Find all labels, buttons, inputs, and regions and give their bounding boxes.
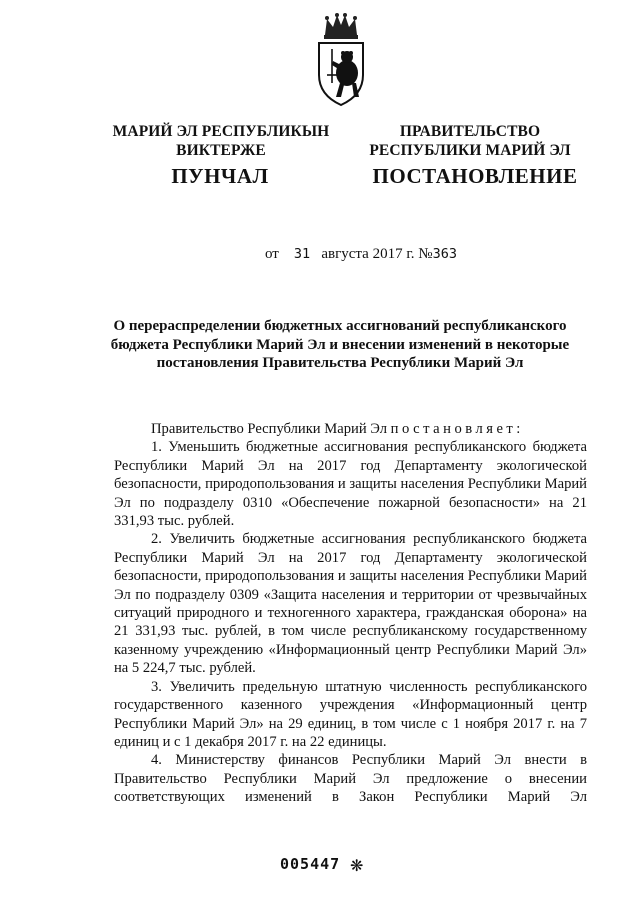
title-line1: О перераспределении бюджетных ассигнований республиканского [113,318,567,334]
dateline-month-year: августа 2017 г. [321,246,415,262]
title-line2: бюджета Республики Марий Эл и внесении изменений в некоторые [110,336,570,353]
coat-of-arms-icon [313,13,369,107]
body-paragraph-1: 1. Уменьшить бюджетные ассигнования республиканского бюджета Республики Марий Эл на 2017 год Департаменту экологической безопасности, природопользования и защиты населения Республики Марий Эл по подразделу 0310 «Обеспечение пожарной безопасности» на 21 331,93 тыс. рублей. [114,439,587,530]
header-left-line2: ВИКТЕРЖЕ [176,142,266,159]
body-paragraph-2: 2. Увеличить бюджетные ассигнования республиканского бюджета Республики Марий Эл на 2017 год Департаменту экологической безопасности, природопользования и защиты населения Республики Марий Эл по подразделу 0309 «Защита населения и территории от чрезвычайных ситуаций природного и техногенного характера, гражданская оборона» на 21 331,93 тыс. рублей, в том числе республиканскому государственному казенному учреждению «Информационный центр Республики Марий Эл» на 5 224,7 тыс. рублей. [114,531,587,677]
doc-type-russian: ПОСТАНОВЛЕНИЕ [372,164,578,188]
dateline-number-sign: № [418,246,433,262]
body-lead [114,420,587,438]
doc-type-mari: ПУНЧАЛ [171,164,269,188]
ornament-icon: ❋ [350,858,364,875]
emblem-svg [313,13,369,107]
dateline-day: 31 [293,246,311,262]
header-right-line1: ПРАВИТЕЛЬСТВО [399,123,541,140]
header-left [96,122,346,160]
lead-verb: постановляет: [390,421,524,437]
document-title [95,317,585,373]
document-body [114,420,587,807]
header-right [352,122,588,160]
body-paragraph-4: 4. Министерству финансов Республики Марий Эл внести в Правительство Республики Марий Эл предложение о внесении соответствующих изменений в Закон Республики Марий Эл [114,752,587,806]
form-serial-number: 005447 [280,855,341,873]
body-paragraph-3: 3. Увеличить предельную штатную численность республиканского государственного казенного учреждения «Информационный центр Республики Марий Эл» на 29 единиц, в том числе с 1 ноября 2017 г. на 7 единиц и с 1 декабря 2017 г. на 22 единицы. [114,678,587,750]
document-dateline [265,246,457,263]
header-left-line1: МАРИЙ ЭЛ РЕСПУБЛИКЫН [112,123,330,140]
title-line3: постановления Правительства Республики Марий Эл [156,355,524,371]
lead-subject: Правительство Республики Марий Эл [151,421,388,437]
dateline-number: 363 [432,246,457,262]
dateline-prefix: от [265,246,279,262]
crown-icon [324,13,358,39]
header-right-line2: РЕСПУБЛИКИ МАРИЙ ЭЛ [369,142,571,159]
